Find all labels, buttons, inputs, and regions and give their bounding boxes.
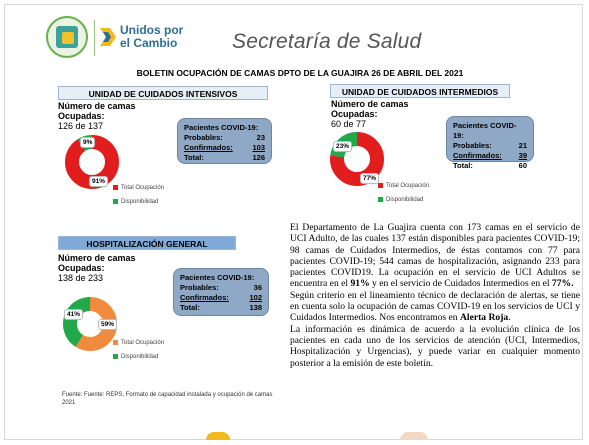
hosp-legend-occupied: Total Ocupación: [113, 336, 164, 350]
hosp-beds-label-1: Número de camas: [58, 253, 136, 263]
footer-mark-peach: [400, 432, 428, 440]
uin-box-title: Pacientes COVID-19:: [453, 121, 517, 140]
hosp-header: HOSPITALIZACIÓN GENERAL: [58, 236, 236, 250]
uci-legend: [113, 181, 164, 209]
uin-beds: [331, 99, 409, 129]
uin-beds-value: 60 de 77: [331, 119, 367, 129]
uci-beds-label-1: Número de camas: [58, 101, 136, 111]
hosp-beds-label-2: Ocupadas:: [58, 263, 105, 273]
paragraph-3: La información es dinámica de acuerdo a la evolución clínica de los pacientes en cada uno de los servicios de atención (UCI, Intermedios, Hospitalización y Urgencias), y puede variar en cualquier momento posterior a la emisión de este boletín.: [290, 323, 580, 369]
uci-total: 126: [252, 153, 265, 162]
uin-legend-available: Disponibilidad: [378, 193, 429, 207]
uci-beds-label-2: Ocupadas:: [58, 111, 105, 121]
hosp-pct-available: 41%: [64, 309, 83, 320]
brand-text: [120, 24, 183, 50]
header-divider: [94, 20, 95, 56]
hosp-beds-value: 138 de 233: [58, 273, 104, 283]
uci-pct-available: 9%: [80, 137, 95, 148]
uin-header: UNIDAD DE CUIDADOS INTERMEDIOS: [330, 84, 510, 98]
source-note: Fuente: Fuente: REPS, Formato de capacidad instalada y ocupación de camas 2021: [62, 392, 273, 406]
hosp-box-title: Pacientes COVID-19:: [180, 273, 255, 282]
uin-pct-available: 23%: [333, 141, 352, 152]
uci-probables: 23: [256, 133, 265, 142]
hosp-total: 138: [249, 303, 262, 312]
uin-legend-occupied: Total Ocupación: [378, 179, 429, 193]
uci-legend-available: Disponibilidad: [113, 195, 164, 209]
uin-pct-occupied: 77%: [360, 173, 379, 184]
secretaria-title: Secretaría de Salud: [232, 30, 422, 53]
paragraph-2: Según criterio en el lineamiento técnico de declaración de alertas, se tiene en cuenta solo la ocupación de camas COVID-19 en los servicios de UCI y Cuidados Intermedios. Nos encontramos en Alerta Roja.: [290, 289, 580, 324]
paragraph-1: El Departamento de La Guajira cuenta con 173 camas en el servicio de UCI Adulto, de las cuales 137 están disponibles para pacientes COVID-19; 98 camas de Cuidados Intermedios, de éstas contamos con 77 para pacientes COVID-19; 544 camas de hospitalización, asignando 233 para pacientes COVID19. La ocupación en el servicio de UCI Adultos se encuentra en el 91% y en el servicio de Cuidados Intermedios en el 77%.: [290, 222, 580, 290]
bulletin-body: [290, 222, 580, 369]
uin-total: 60: [518, 161, 527, 170]
hosp-probables: 36: [253, 283, 262, 292]
uin-legend: [378, 179, 429, 207]
gobernacion-logo-icon: [46, 16, 88, 58]
uin-beds-label-1: Número de camas: [331, 99, 409, 109]
unidos-logo-icon: [100, 26, 118, 48]
uci-beds-value: 126 de 137: [58, 121, 104, 131]
uin-confirmados: 39: [518, 151, 527, 160]
uci-box-title: Pacientes COVID-19:: [184, 123, 259, 132]
uin-covid-box: Pacientes COVID-19: Probables: 21 Confirmados: 39 Total: 60: [446, 116, 534, 162]
hosp-beds: [58, 253, 136, 283]
footer-mark-yellow: [206, 432, 230, 440]
hosp-covid-box: Pacientes COVID-19: Probables: 36 Confirmados: 102 Total: 138: [173, 268, 269, 316]
brand-line-1: Unidos por: [120, 23, 184, 37]
hosp-confirmados: 102: [249, 293, 262, 302]
hosp-legend-available: Disponibilidad: [113, 350, 164, 364]
uci-pct-occupied: 91%: [89, 176, 108, 187]
uci-confirmados: 103: [252, 143, 265, 152]
uin-beds-label-2: Ocupadas:: [331, 109, 378, 119]
boletin-title: BOLETIN OCUPACIÓN DE CAMAS DPTO DE LA GUAJIRA 26 DE ABRIL DEL 2021: [136, 68, 464, 78]
uci-beds: [58, 101, 136, 131]
hosp-pct-occupied: 59%: [98, 319, 117, 330]
uci-legend-occupied: Total Ocupación: [113, 181, 164, 195]
hosp-legend: [113, 336, 164, 364]
uci-covid-box: Pacientes COVID-19: Probables: 23 Confirmados: 103 Total: 126: [177, 118, 272, 164]
brand-line-2: el Cambio: [120, 36, 178, 50]
uin-probables: 21: [518, 141, 527, 150]
uci-header: UNIDAD DE CUIDADOS INTENSIVOS: [58, 86, 268, 100]
